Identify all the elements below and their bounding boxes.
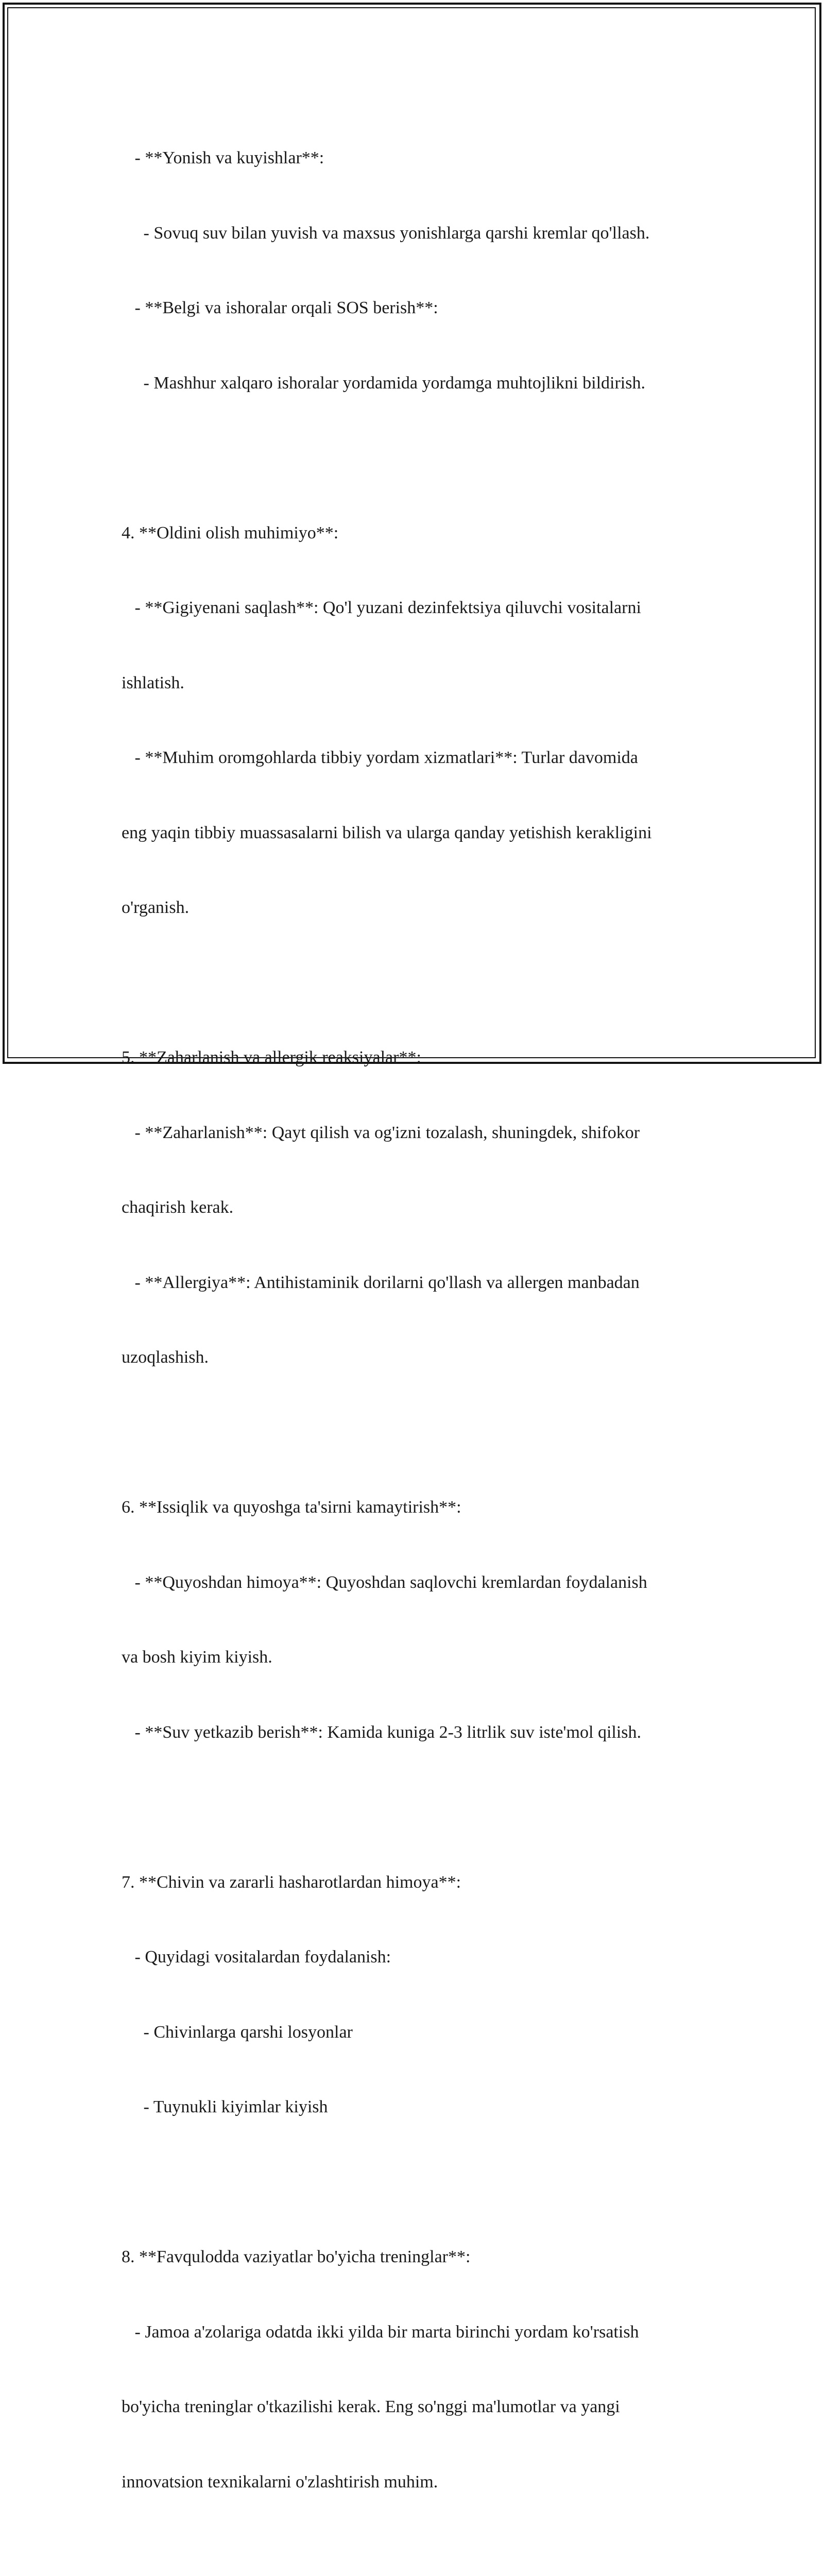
text-line: - **Yonish va kuyishlar**:	[122, 148, 324, 167]
text-line: ishlatish.	[122, 673, 184, 692]
blank-line	[122, 971, 714, 996]
section-heading: 6. **Issiqlik va quyoshga ta'sirni kamaytirish**:	[122, 1498, 461, 1517]
text-line: - **Gigiyenani saqlash**: Qo'l yuzani dezinfektsiya qiluvchi vositalarni	[122, 598, 641, 617]
section-heading: 7. **Chivin va zararli hasharotlardan himoya**:	[122, 1872, 461, 1892]
text-line: - Tuynukli kiyimlar kiyish	[122, 2097, 328, 2116]
text-line: va bosh kiyim kiyish.	[122, 1648, 272, 1667]
blank-line	[122, 2545, 714, 2570]
text-line: - **Zaharlanish**: Qayt qilish va og'izni tozalash, shuningdek, shifokor	[122, 1123, 640, 1142]
blank-line	[122, 1795, 714, 1820]
text-line: - Jamoa a'zolariga odatda ikki yilda bir marta birinchi yordam ko'rsatish	[122, 2322, 639, 2342]
text-line: uzoqlashish.	[122, 1348, 209, 1367]
text-line: innovatsion texnikalarni o'zlashtirish muhim.	[122, 2472, 438, 2492]
text-line: eng yaqin tibbiy muassasalarni bilish va ularga qanday yetishish kerakligini	[122, 823, 652, 842]
text-line: chaqirish kerak.	[122, 1198, 234, 1217]
document-body	[122, 96, 714, 2576]
text-line: - Chivinlarga qarshi losyonlar	[122, 2022, 353, 2042]
blank-line	[122, 1420, 714, 1446]
section-heading: 4. **Oldini olish muhimiyo**:	[122, 523, 339, 543]
text-line: - **Suv yetkazib berish**: Kamida kuniga 2-3 litrlik suv iste'mol qilish.	[122, 1722, 642, 1742]
text-line: - **Quyoshdan himoya**: Quyoshdan saqlovchi kremlardan foydalanish	[122, 1572, 647, 1592]
text-line: - Mashhur xalqaro ishoralar yordamida yordamga muhtojlikni bildirish.	[122, 373, 645, 393]
text-line: - **Muhim oromgohlarda tibbiy yordam xizmatlari**: Turlar davomida	[122, 748, 638, 767]
section-heading: 8. **Favqulodda vaziyatlar bo'yicha treninglar**:	[122, 2247, 471, 2266]
blank-line	[122, 2170, 714, 2195]
text-line: - **Belgi va ishoralar orqali SOS berish**:	[122, 298, 438, 317]
section-heading: 5. **Zaharlanish va allergik reaksiyalar**:	[122, 1048, 421, 1067]
blank-line	[122, 446, 714, 471]
text-line: - **Allergiya**: Antihistaminik dorilarni qo'llash va allergen manbadan	[122, 1273, 640, 1292]
text-line: bo'yicha treninglar o'tkazilishi kerak. Eng so'nggi ma'lumotlar va yangi	[122, 2397, 620, 2416]
text-line: o'rganish.	[122, 898, 190, 917]
text-line: - Quyidagi vositalardan foydalanish:	[122, 1947, 391, 1967]
text-line: - Sovuq suv bilan yuvish va maxsus yonishlarga qarshi kremlar qo'llash.	[122, 223, 650, 243]
